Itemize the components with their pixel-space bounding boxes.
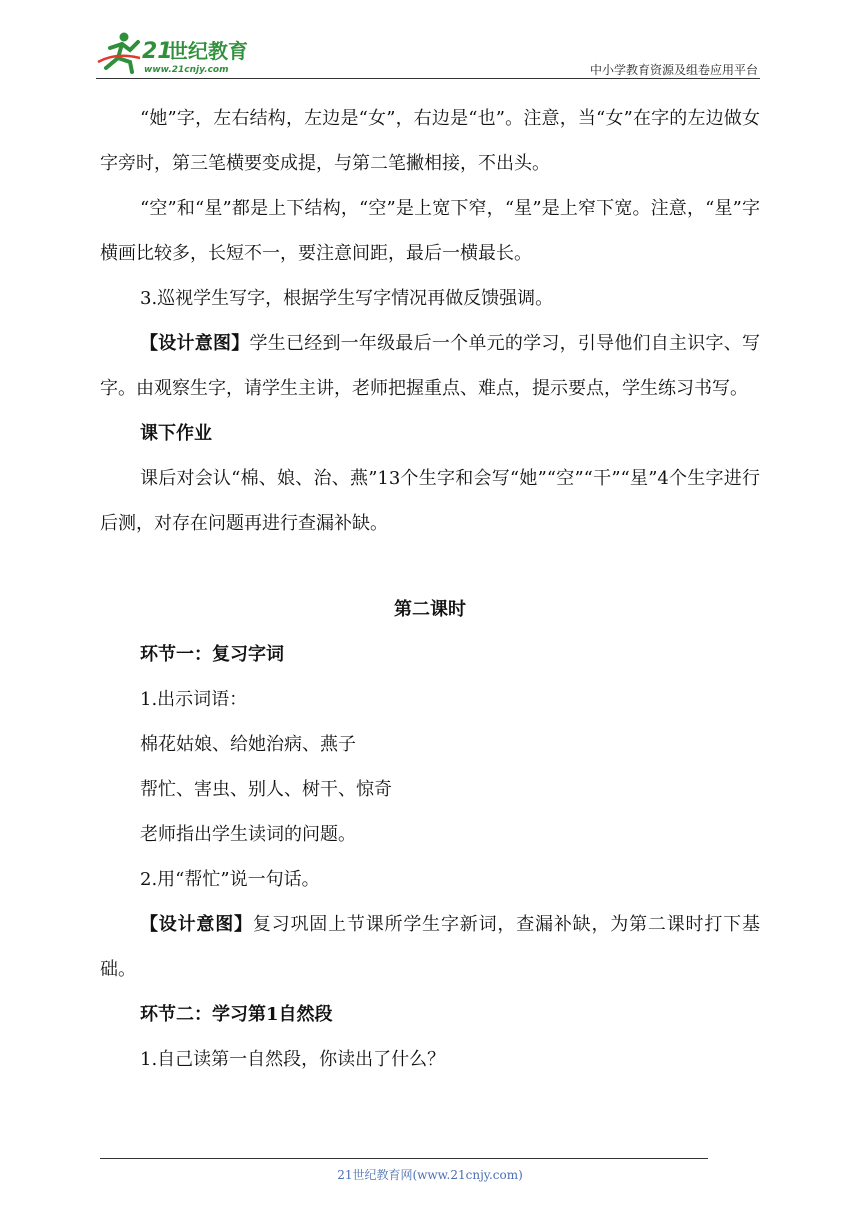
header-divider: [96, 78, 760, 79]
paragraph: 3.巡视学生写字，根据学生写字情况再做反馈强调。: [140, 288, 554, 309]
paragraph: “她”字，左右结构，左边是“女”，右边是“也”。注意，当“女”在字的左边做女字旁时，第三笔横要变成提，与第二笔撇相接，不出头。: [100, 108, 760, 174]
svg-text:21: 21: [142, 39, 173, 64]
paragraph: 1.自己读第一自然段，你读出了什么？: [140, 1049, 446, 1070]
running-figure-icon: [98, 33, 140, 73]
footer-divider: [100, 1158, 708, 1159]
design-intent-tag: 【设计意图】: [140, 333, 250, 354]
section-heading-homework: 课下作业: [140, 423, 212, 444]
document-body: [100, 96, 760, 1082]
logo-url: www.21cnjy.com: [144, 65, 229, 75]
word-list: 棉花姑娘、给她治病、燕子: [140, 734, 356, 755]
footer-text: 21世纪教育网(www.21cnjy.com): [337, 1168, 523, 1182]
design-intent-tag: 【设计意图】: [140, 914, 253, 935]
paragraph: 老师指出学生读词的问题。: [140, 824, 356, 845]
lesson-title: 第二课时: [394, 599, 466, 620]
word-list: 帮忙、害虫、别人、树干、惊奇: [140, 779, 392, 800]
site-logo: [96, 28, 266, 76]
design-intent-paragraph: [100, 902, 760, 992]
logo-text: 世纪教育: [168, 39, 248, 63]
page-header: [96, 28, 760, 80]
paragraph: 1.出示词语：: [140, 689, 248, 710]
header-tagline: 中小学教育资源及组卷应用平台: [589, 63, 758, 77]
design-intent-text: 复习巩固上节课所学生字新词，查漏补缺，为第二课时打下基础。: [100, 914, 760, 980]
paragraph: 课后对会认“棉、娘、治、燕”13个生字和会写“她”“空”“干”“星”4个生字进行后测，对存在问题再进行查漏补缺。: [100, 468, 760, 534]
spacer: [100, 546, 760, 587]
section-heading-step1: 环节一：复习字词: [140, 644, 284, 665]
section-heading-step2: 环节二：学习第1自然段: [140, 1004, 333, 1025]
design-intent-paragraph: [100, 321, 760, 411]
design-intent-text: 学生已经到一年级最后一个单元的学习，引导他们自主识字、写字。由观察生字，请学生主讲，老师把握重点、难点，提示要点，学生练习书写。: [100, 333, 761, 399]
paragraph: 2.用“帮忙”说一句话。: [140, 869, 320, 890]
paragraph: “空”和“星”都是上下结构，“空”是上宽下窄，“星”是上窄下宽。注意，“星”字横画比较多，长短不一，要注意间距，最后一横最长。: [100, 198, 760, 264]
